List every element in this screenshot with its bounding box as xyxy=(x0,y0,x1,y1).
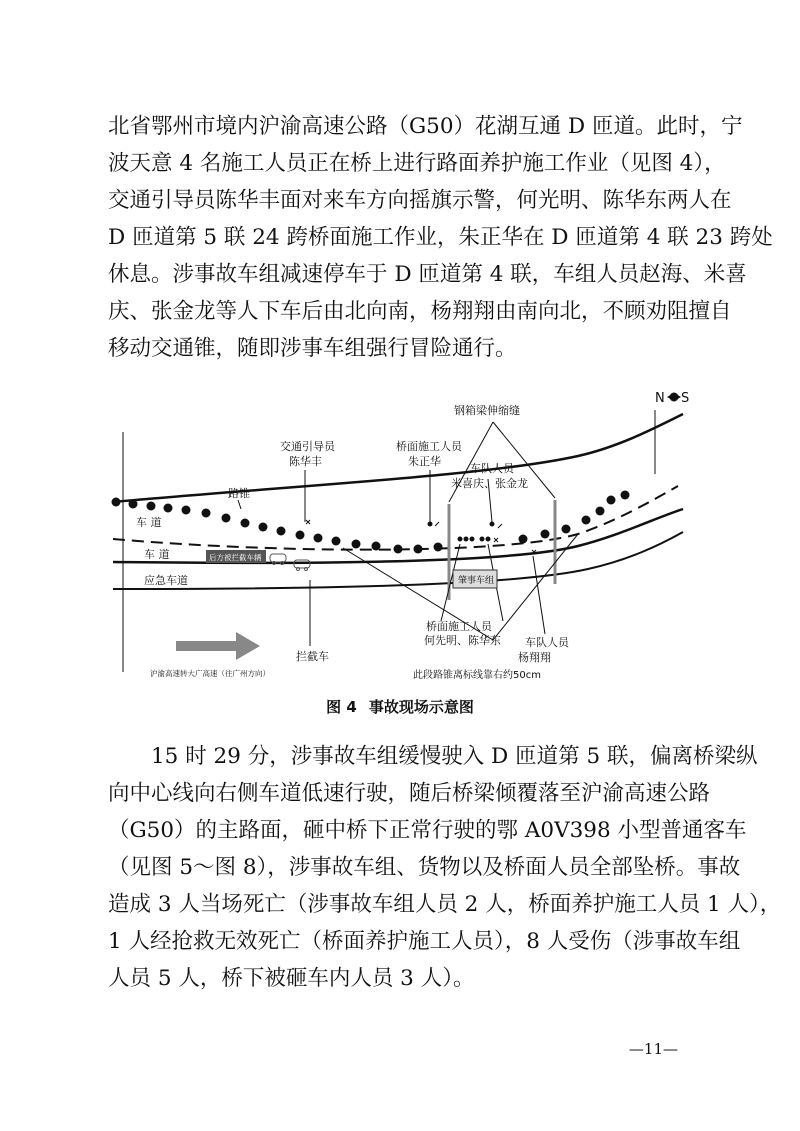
bridge-worker-name-label: 朱正华 xyxy=(408,455,441,468)
crew-2-name-label: 杨翔翔 xyxy=(518,651,551,664)
paragraph-line: 15 时 29 分，涉事故车组缓慢驶入 D 匝道第 5 联，偏离桥梁纵 xyxy=(151,744,758,769)
intercept-vehicle-label: 拦截车 xyxy=(296,650,329,663)
guide-name-label: 陈华丰 xyxy=(289,455,322,468)
figure-title: 事故现场示意图 xyxy=(368,698,474,716)
paragraph-line: 向中心线向右侧车道低速行驶，随后桥梁倾覆落至沪渝高速公路 xyxy=(108,781,711,806)
crew-2-role-label: 车队人员 xyxy=(525,636,569,649)
guide-role-label: 交通引导员 xyxy=(280,440,335,453)
paragraph-line: （见图 5～图 8），涉事故车组、货物以及桥面人员全部坠桥。事故 xyxy=(108,855,741,880)
paragraph-line: 移动交通锥，随即涉事车组强行冒险通行。 xyxy=(108,336,517,361)
compass-icon xyxy=(667,393,681,401)
direction-label: 沪渝高速转大广高速（往广州方向） xyxy=(150,669,270,678)
cone-label: 路锥 xyxy=(228,487,250,500)
cone-note-label: 此段路锥离标线靠右约50cm xyxy=(413,670,541,681)
paragraph-line: 休息。涉事故车组减速停车于 D 匝道第 4 联，车组人员赵海、米喜 xyxy=(108,262,747,287)
paragraph-line: 波天意 4 名施工人员正在桥上进行路面养护施工作业（见图 4）， xyxy=(108,151,726,176)
bridge-worker-role-label: 桥面施工人员 xyxy=(396,440,462,453)
lane-solid-divider xyxy=(113,509,683,563)
paragraph-line: （G50）的主路面，砸中桥下正常行驶的鄂 A0V398 小型普通客车 xyxy=(108,818,747,843)
lane-2-label: 车 道 xyxy=(144,548,170,561)
accident-vehicle-label: 肇事车组 xyxy=(458,576,495,586)
compass-south-label: S xyxy=(681,391,690,406)
compass-north-label: N xyxy=(655,391,665,406)
figure-caption xyxy=(0,696,800,717)
paragraph-line: 造成 3 人当场死亡（涉事故车组人员 2 人，桥面养护施工人员 1 人）， xyxy=(108,892,782,917)
paragraph-line: 1 人经抢救无效死亡（桥面养护施工人员），8 人受伤（涉事故车组 xyxy=(108,929,741,954)
expansion-joint-label: 钢箱梁伸缩缝 xyxy=(454,404,520,417)
paragraph-2 xyxy=(108,738,782,997)
paragraph-line: 庆、张金龙等人下车后由北向南，杨翔翔由南向北，不顾劝阻擅自 xyxy=(108,299,732,324)
figure-number: 图 4 xyxy=(326,698,357,716)
bridge-workers-2-names-label: 何先明、陈华东 xyxy=(424,634,501,647)
road-top-edge xyxy=(113,414,683,502)
paragraph-line: 北省鄂州市境内沪渝高速公路（G50）花湖互通 D 匝道。此时，宁 xyxy=(108,114,743,139)
bridge-workers-2-role-label: 桥面施工人员 xyxy=(426,620,492,633)
blocked-vehicles-label: 后方被拦截车辆 xyxy=(209,553,262,562)
emergency-lane-label: 应急车道 xyxy=(144,574,188,587)
direction-arrow-icon xyxy=(176,632,260,660)
paragraph-1 xyxy=(108,108,773,367)
paragraph-line: 交通引导员陈华丰面对来车方向摇旗示警，何光明、陈华东两人在 xyxy=(108,188,732,213)
crew-role-label: 车队人员 xyxy=(470,462,514,475)
paragraph-line: 人员 5 人，桥下被砸车内人员 3 人）。 xyxy=(108,966,475,991)
accident-scene-diagram xyxy=(108,384,698,684)
lane-1-label: 车 道 xyxy=(136,516,162,529)
page-number: —11— xyxy=(628,1040,678,1058)
crew-names-label: 米喜庆、张金龙 xyxy=(451,477,528,490)
paragraph-line: D 匝道第 5 联 24 跨桥面施工作业，朱正华在 D 匝道第 4 联 23 跨处 xyxy=(108,225,773,250)
